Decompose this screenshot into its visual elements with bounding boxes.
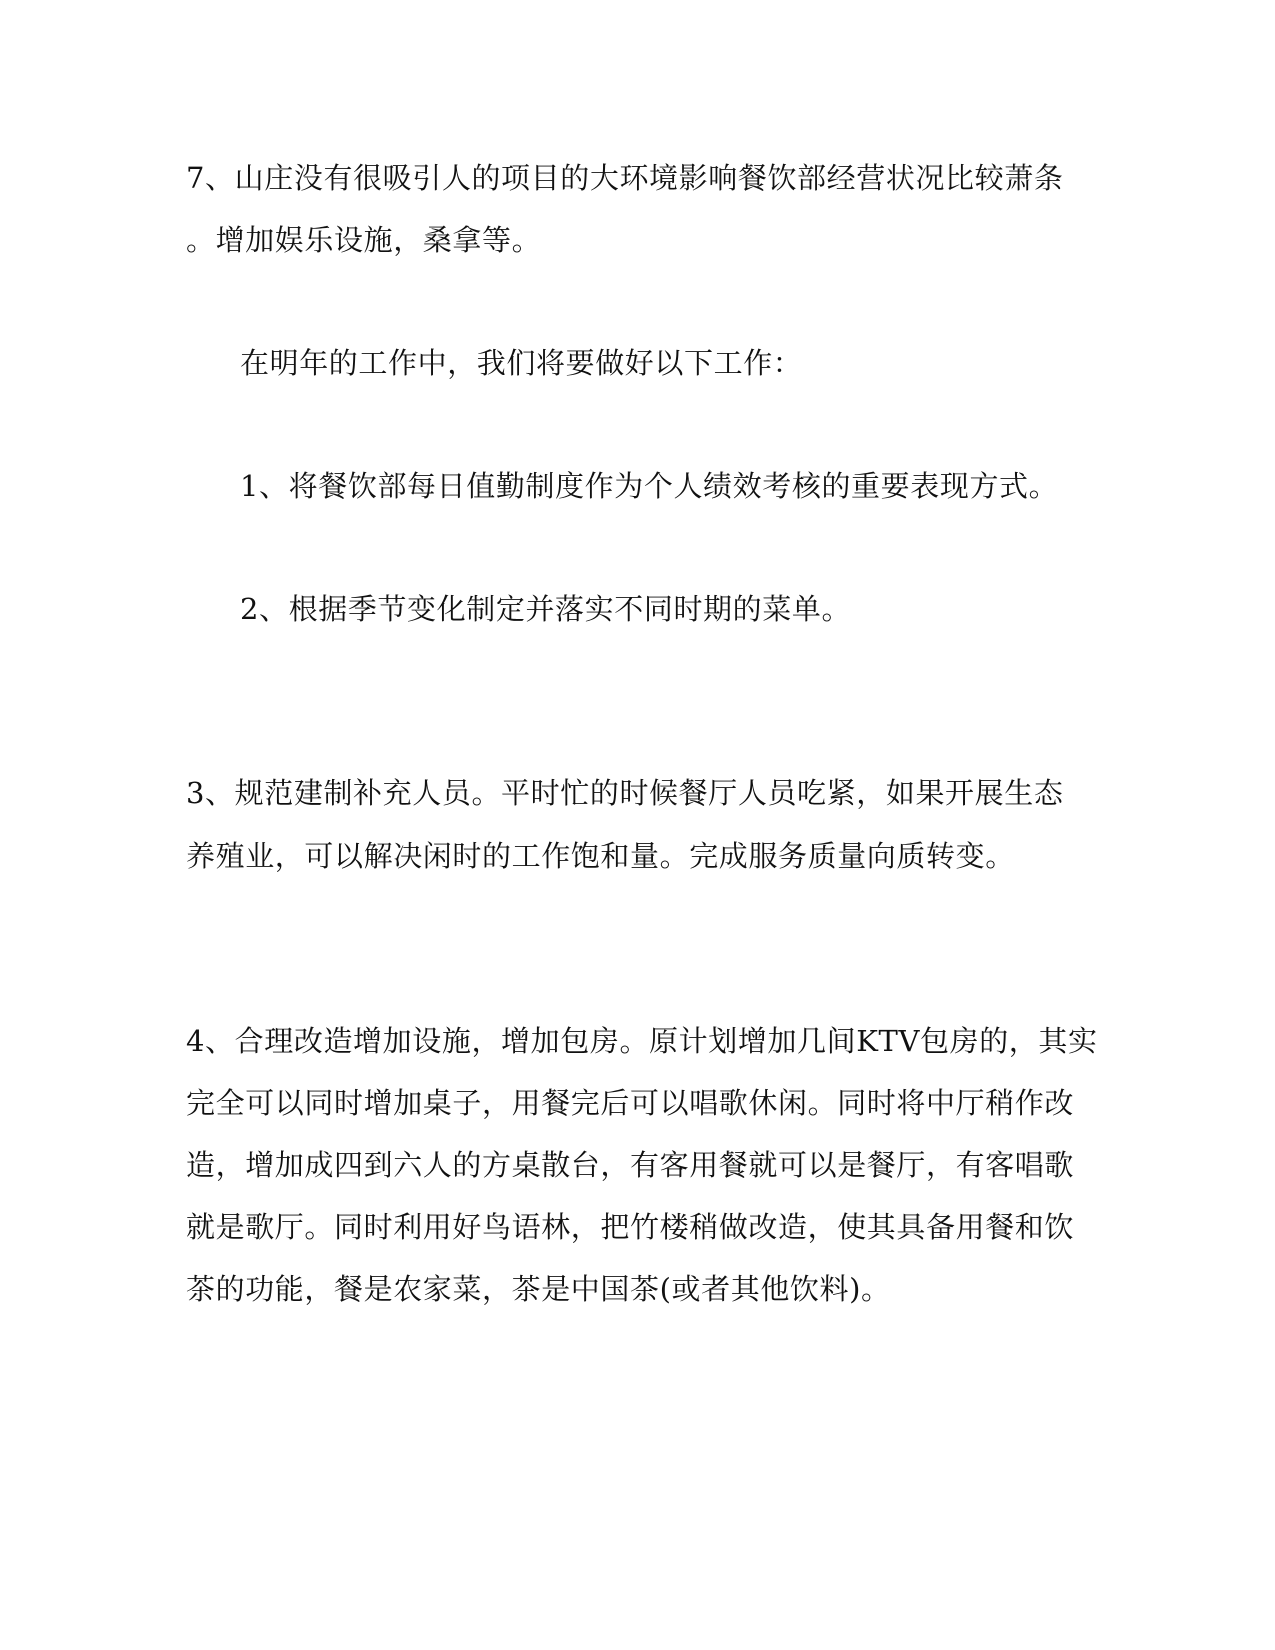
item-4-line-2: 完全可以同时增加桌子，用餐完后可以唱歌休闲。同时将中厅稍作改: [186, 1086, 1075, 1120]
item-3-line-2: 养殖业，可以解决闲时的工作饱和量。完成服务质量向质转变。: [186, 839, 1015, 873]
item-1: 1、将餐饮部每日值勤制度作为个人绩效考核的重要表现方式。: [240, 469, 1059, 503]
item-4-line-3: 造，增加成四到六人的方桌散台，有客用餐就可以是餐厅，有客唱歌: [186, 1148, 1075, 1182]
item-2: 2、根据季节变化制定并落实不同时期的菜单。: [240, 592, 852, 626]
item-4-line-5: 茶的功能，餐是农家菜，茶是中国茶(或者其他饮料)。: [186, 1272, 891, 1306]
item-4-line-1: 4、合理改造增加设施，增加包房。原计划增加几间KTV包房的，其实: [186, 1024, 1098, 1058]
item-3-line-1: 3、规范建制补充人员。平时忙的时候餐厅人员吃紧，如果开展生态: [186, 776, 1064, 810]
item-7-line-2: 。增加娱乐设施，桑拿等。: [186, 223, 542, 257]
item-4-line-4: 就是歌厅。同时利用好鸟语林，把竹楼稍做改造，使其具备用餐和饮: [186, 1210, 1075, 1244]
item-7-line-1: 7、山庄没有很吸引人的项目的大环境影响餐饮部经营状况比较萧条: [186, 161, 1064, 195]
work-plan-intro: 在明年的工作中，我们将要做好以下工作：: [240, 346, 803, 380]
